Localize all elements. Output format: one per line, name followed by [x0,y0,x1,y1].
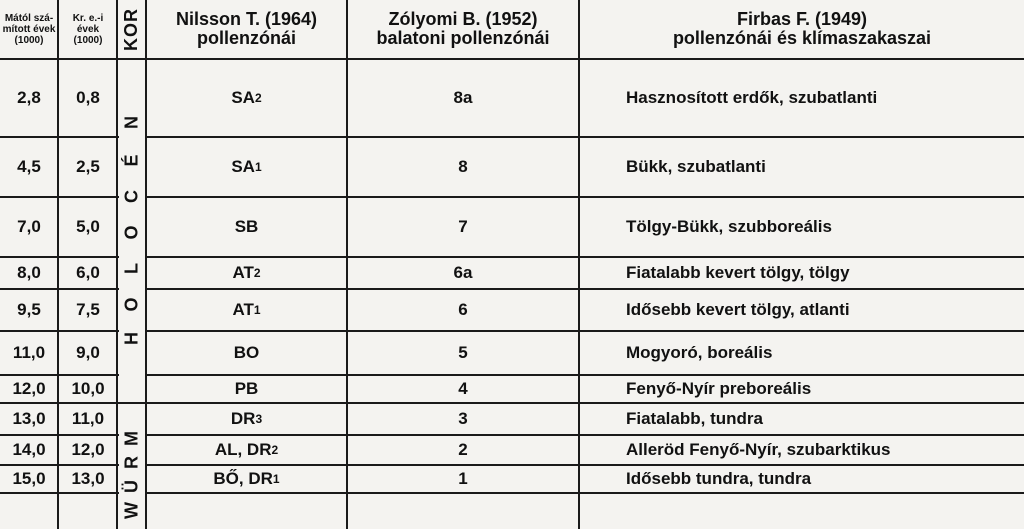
row-10-nilsson: BŐ, DR 1 [213,469,280,488]
header-zolyomi [348,0,578,58]
row-3-firbas [612,198,1024,256]
row-1-years-ago [0,60,58,136]
row-1-years-ago-value: 2,8 [17,88,41,107]
row-3-years-ago [0,198,58,256]
grid-hline-10 [0,492,119,494]
header-firbas-line2: pollenzónái és klímaszakaszai [672,28,932,48]
row-8-years-ago-value: 13,0 [12,409,46,428]
row-8-zolyomi [348,404,578,434]
period-wurm-letter-2: Ü [121,480,142,493]
row-2-firbas [612,138,1024,196]
period-wurm-letter-4: M [121,431,142,446]
row-10-nilsson-value: BŐ, DR [213,469,273,488]
grid-hline-2b [147,196,1024,198]
row-1-bc-value: 0,8 [76,88,100,107]
row-3-bc-value: 5,0 [76,217,100,236]
row-1-nilsson: SA 2 [231,88,262,107]
row-2-bc [60,138,116,196]
row-6-bc-value: 9,0 [76,343,100,362]
row-7-bc-value: 10,0 [71,379,105,398]
row-6-firbas-value: Mogyoró, boreális [626,343,773,362]
row-9-years-ago [0,436,58,464]
period-wurm-letter-1: W [121,502,142,519]
row-5-nilsson-value: AT [232,300,254,319]
row-5-nilsson: AT 1 [232,300,261,319]
grid-hline-5b [147,330,1024,332]
row-9-zolyomi-value: 2 [458,440,468,459]
row-6-bc [60,332,116,374]
row-1-zolyomi [348,60,578,136]
row-4-years-ago-value: 8,0 [17,263,41,282]
row-5-firbas-value: Idősebb kevert tölgy, atlanti [626,300,850,319]
row-9-zolyomi [348,436,578,464]
row-5-zolyomi [348,290,578,330]
row-9-firbas-value: Alleröd Fenyő-Nyír, szubarktikus [626,440,891,459]
grid-hline-3b [147,256,1024,258]
row-10-firbas-value: Idősebb tundra, tundra [626,469,812,488]
header-bc-line2: évek [76,23,100,35]
grid-vline-5 [578,0,580,529]
header-nilsson-line2: pollenzónái [197,28,296,48]
row-4-nilsson: AT 2 [232,263,261,282]
row-2-firbas-value: Bükk, szubatlanti [626,157,766,176]
row-9-bc-value: 12,0 [71,440,105,459]
row-5-firbas [612,290,1024,330]
row-2-zolyomi [348,138,578,196]
row-4-bc-value: 6,0 [76,263,100,282]
grid-vline-4 [346,0,348,529]
header-nilsson-line1: Nilsson T. (1964) [175,9,318,29]
row-5-bc [60,290,116,330]
row-7-zolyomi [348,376,578,402]
header-bc-line1: Kr. e.-i [72,12,104,24]
row-8-bc [60,404,116,434]
period-holocene-letter-1: H [121,332,142,345]
row-4-bc [60,258,116,288]
header-zolyomi-line1: Zólyomi B. (1952) [388,9,538,29]
row-1-nilsson-value: SA [231,88,255,107]
grid-hline-1 [0,136,119,138]
row-4-firbas [612,258,1024,288]
header-years-ago-line3: (1000) [14,34,44,46]
row-3-years-ago-value: 7,0 [17,217,41,236]
row-7-firbas-value: Fenyő-Nyír preboreális [626,379,812,398]
header-zolyomi-line2: balatoni pollenzónái [376,28,550,48]
header-years-ago [0,0,58,58]
row-9-nilsson-value: AL, DR [214,440,272,459]
row-7-nilsson-value: PB [234,379,259,398]
period-wurm-letter-3: R [121,456,142,469]
grid-hline-4b [147,288,1024,290]
row-6-nilsson [147,332,346,374]
grid-hline-9b [147,464,1024,466]
row-6-zolyomi [348,332,578,374]
row-3-bc [60,198,116,256]
row-9-nilsson: AL, DR 2 [214,440,279,459]
header-bc-years [60,0,116,58]
period-holocene-letter-6: É [121,154,142,167]
grid-hline-7 [0,402,1024,404]
row-8-years-ago [0,404,58,434]
grid-hline-8 [0,434,119,436]
row-2-years-ago [0,138,58,196]
header-bc-line3: (1000) [73,34,103,46]
grid-hline-6b [147,374,1024,376]
row-8-nilsson-value: DR [230,409,256,428]
grid-hline-3 [0,256,119,258]
row-6-nilsson-value: BO [233,343,260,362]
row-5-years-ago-value: 9,5 [17,300,41,319]
row-7-years-ago-value: 12,0 [12,379,46,398]
row-7-bc [60,376,116,402]
row-4-zolyomi [348,258,578,288]
row-4-nilsson-value: AT [232,263,254,282]
row-4-firbas-value: Fiatalabb kevert tölgy, tölgy [626,263,850,282]
row-9-firbas [612,436,1024,464]
header-age-label: KOR [121,7,141,51]
header-firbas [580,0,1024,58]
grid-vline-3 [145,0,147,529]
row-3-nilsson [147,198,346,256]
row-10-firbas [612,466,1024,492]
row-6-firbas [612,332,1024,374]
grid-vline-1 [57,0,59,529]
grid-vline-2 [116,0,118,529]
row-8-zolyomi-value: 3 [458,409,468,428]
grid-hline-5 [0,330,119,332]
row-9-bc [60,436,116,464]
grid-hline-10b [147,492,1024,494]
row-3-zolyomi-value: 7 [458,217,468,236]
row-4-zolyomi-value: 6a [453,263,473,282]
row-10-bc [60,466,116,492]
row-2-nilsson: SA 1 [231,157,262,176]
grid-hline-1b [147,136,1024,138]
header-years-ago-line2: mított évek [2,23,56,35]
row-1-bc [60,60,116,136]
header-nilsson [147,0,346,58]
row-6-years-ago [0,332,58,374]
row-7-zolyomi-value: 4 [458,379,468,398]
period-holocene-letter-4: O [121,225,142,240]
period-holocene-letter-2: O [121,297,142,312]
period-holocene-letter-7: N [121,116,142,129]
row-1-firbas-value: Hasznosított erdők, szubatlanti [626,88,878,107]
row-5-zolyomi-value: 6 [458,300,468,319]
row-9-years-ago-value: 14,0 [12,440,46,459]
row-2-nilsson-value: SA [231,157,255,176]
grid-hline-header [0,58,1024,60]
row-7-firbas [612,376,1024,402]
row-2-years-ago-value: 4,5 [17,157,41,176]
row-6-years-ago-value: 11,0 [12,343,46,362]
period-holocene-letter-3: L [121,263,142,274]
row-5-years-ago [0,290,58,330]
row-3-nilsson-value: SB [234,217,259,236]
grid-hline-9 [0,464,119,466]
row-10-years-ago [0,466,58,492]
row-1-zolyomi-value: 8a [453,88,473,107]
row-8-firbas-value: Fiatalabb, tundra [626,409,763,428]
row-3-firbas-value: Tölgy-Bükk, szubboreális [626,217,832,236]
row-8-firbas [612,404,1024,434]
period-holocene-letter-5: C [121,190,142,203]
row-1-firbas [612,60,1024,136]
row-7-years-ago [0,376,58,402]
header-age [118,0,145,58]
grid-hline-8b [147,434,1024,436]
row-3-zolyomi [348,198,578,256]
header-firbas-line1: Firbas F. (1949) [736,9,868,29]
row-6-zolyomi-value: 5 [458,343,468,362]
row-2-bc-value: 2,5 [76,157,100,176]
row-2-zolyomi-value: 8 [458,157,468,176]
row-10-zolyomi [348,466,578,492]
grid-hline-6 [0,374,119,376]
row-8-nilsson: DR 3 [230,409,263,428]
row-10-bc-value: 13,0 [71,469,105,488]
row-10-zolyomi-value: 1 [458,469,468,488]
row-7-nilsson [147,376,346,402]
grid-hline-2 [0,196,119,198]
grid-hline-4 [0,288,119,290]
header-years-ago-line1: Mától szá- [4,12,54,24]
row-8-bc-value: 11,0 [71,409,105,428]
row-10-years-ago-value: 15,0 [12,469,46,488]
row-4-years-ago [0,258,58,288]
row-5-bc-value: 7,5 [76,300,100,319]
